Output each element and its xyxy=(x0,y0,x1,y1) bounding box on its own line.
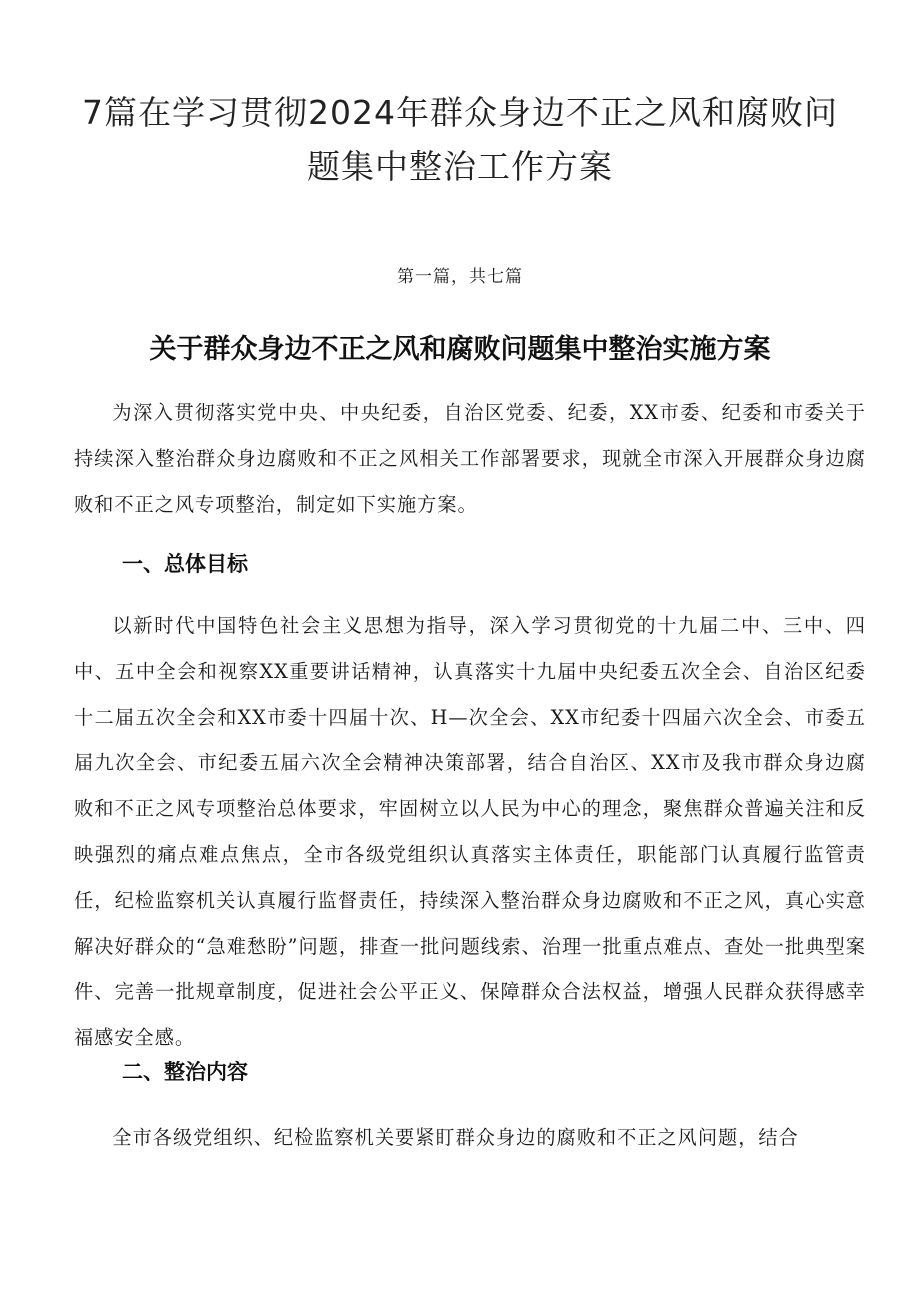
goal-paragraph: 以新时代中国特色社会主义思想为指导，深入学习贯彻党的十九届二中、三中、四中、五中全会和视察XX重要讲话精神，认真落实十九届中央纪委五次全会、自治区纪委十二届五次全会和XX市委十四届十次、H—次全会、XX市纪委十四届六次全会、市委五届九次全会、市纪委五届六次全会精神决策部署，结合自治区、XX市及我市群众身边腐败和不正之风专项整治总体要求，牢固树立以人民为中心的理念，聚焦群众普遍关注和反映强烈的痛点难点焦点，全市各级党组织认真落实主体责任，职能部门认真履行监管责任，纪检监察机关认真履行监督责任，持续深入整治群众身边腐败和不正之风，真心实意解决好群众的“急难愁盼”问题，排查一批问题线索、治理一批重点难点、查处一批典型案件、完善一批规章制度，促进社会公平正义、保障群众合法权益，增强人民群众获得感幸福感安全感。 xyxy=(74,614,866,1050)
part-label: 第一篇，共七篇 xyxy=(397,267,523,287)
content-paragraph: 全市各级党组织、纪检监察机关要紧盯群众身边的腐败和不正之风问题，结合 xyxy=(112,1126,799,1149)
document-title: 7篇在学习贯彻2024年群众身边不正之风和腐败问题集中整治工作方案 xyxy=(82,93,838,186)
intro-paragraph: 为深入贯彻落实党中央、中央纪委，自治区党委、纪委，XX市委、纪委和市委关于持续深入整治群众身边腐败和不正之风相关工作部署要求，现就全市深入开展群众身边腐败和不正之风专项整治，制定如下实施方案。 xyxy=(74,401,866,516)
heading-rectification-content: 二、整治内容 xyxy=(122,1060,248,1084)
section-subtitle: 关于群众身边不正之风和腐败问题集中整治实施方案 xyxy=(149,334,771,365)
heading-overall-goal: 一、总体目标 xyxy=(122,552,248,576)
